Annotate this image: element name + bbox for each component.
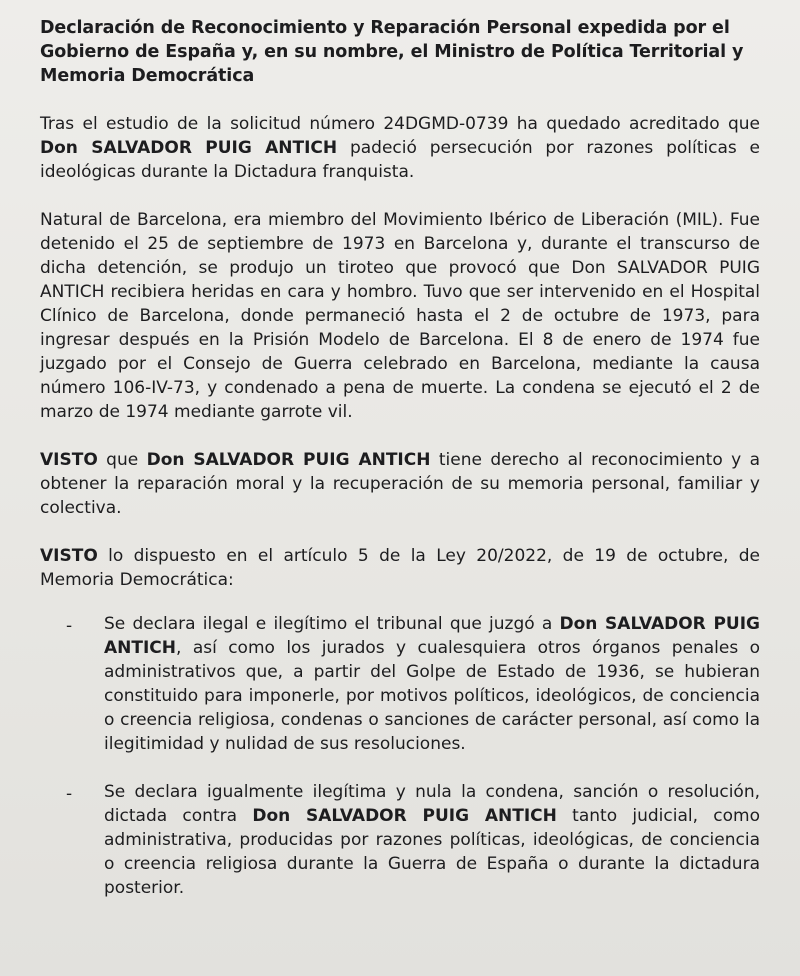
person-name: Don SALVADOR PUIG ANTICH [146,450,431,470]
person-name: Don SALVADOR PUIG ANTICH [40,138,338,158]
text-span: Se declara ilegal e ilegítimo el tribunal que juzgó a [104,614,560,634]
person-name: Don SALVADOR PUIG ANTICH [104,614,761,658]
visto-label: VISTO [40,546,98,566]
text-span: Tras el estudio de la solicitud número 24DGMD-0739 ha quedado acreditado que [40,114,760,134]
dash-marker: - [66,784,73,804]
visto-label: VISTO [40,450,98,470]
text-span: lo dispuesto en el artículo 5 de la Ley 20/2022, de 19 de octubre, de Memoria Democrática: [40,546,760,590]
text-span: tiene derecho al reconocimiento y a obtener la reparación moral y la recuperación de su memoria personal, familiar y colectiva. [40,450,761,518]
list-item [40,780,760,900]
text-span: que [97,450,147,470]
declaration-list [40,612,760,900]
text-span: tanto judicial, como administrativa, producidas por razones políticas, ideológicas, de conciencia o creencia religiosa durante la Guerra de España o durante la dictadura posterior. [104,806,761,898]
dash-marker: - [66,616,73,636]
text-span: padeció persecución por razones políticas e ideológicas durante la Dictadura franquista. [40,138,760,182]
text-span: Natural de Barcelona, era miembro del Movimiento Ibérico de Liberación (MIL). Fue detenido el 25 de septiembre de 1973 en Barcelona y, durante el transcurso de dicha detención, se produjo un tiroteo que provocó que Don SALVADOR PUIG ANTICH recibiera heridas en cara y hombro. Tuvo que ser intervenido en el Hospital Clínico de Barcelona, donde permaneció hasta el 2 de octubre de 1973, para ingresar después en la Prisión Modelo de Barcelona. El 8 de enero de 1974 fue juzgado por el Consejo de Guerra celebrado en Barcelona, mediante la causa número 106-IV-73, y condenado a pena de muerte. La condena se ejecutó el 2 de marzo de 1974 mediante garrote vil. [40,210,760,422]
list-item [40,612,760,756]
text-span: Se declara igualmente ilegítima y nula la condena, sanción o resolución, dictada contra [104,782,760,826]
document-title: Declaración de Reconocimiento y Reparación Personal expedida por el Gobierno de España y, en su nombre, el Ministro de Política Territorial y Memoria Democrática [40,18,744,86]
text-span: , así como los jurados y cualesquiera otros órganos penales o administrativos que, a partir del Golpe de Estado de 1936, se hubieran constituido para imponerle, por motivos políticos, ideológicos, de conciencia o creencia religiosa, condenas o sanciones de carácter personal, así como la ilegitimidad y nulidad de sus resoluciones. [104,638,760,754]
paragraph-accreditation [40,112,760,184]
person-name: Don SALVADOR PUIG ANTICH [252,806,557,826]
paragraph-biography [40,208,760,424]
paragraph-visto-rights [40,448,760,520]
paragraph-visto-law [40,544,760,592]
